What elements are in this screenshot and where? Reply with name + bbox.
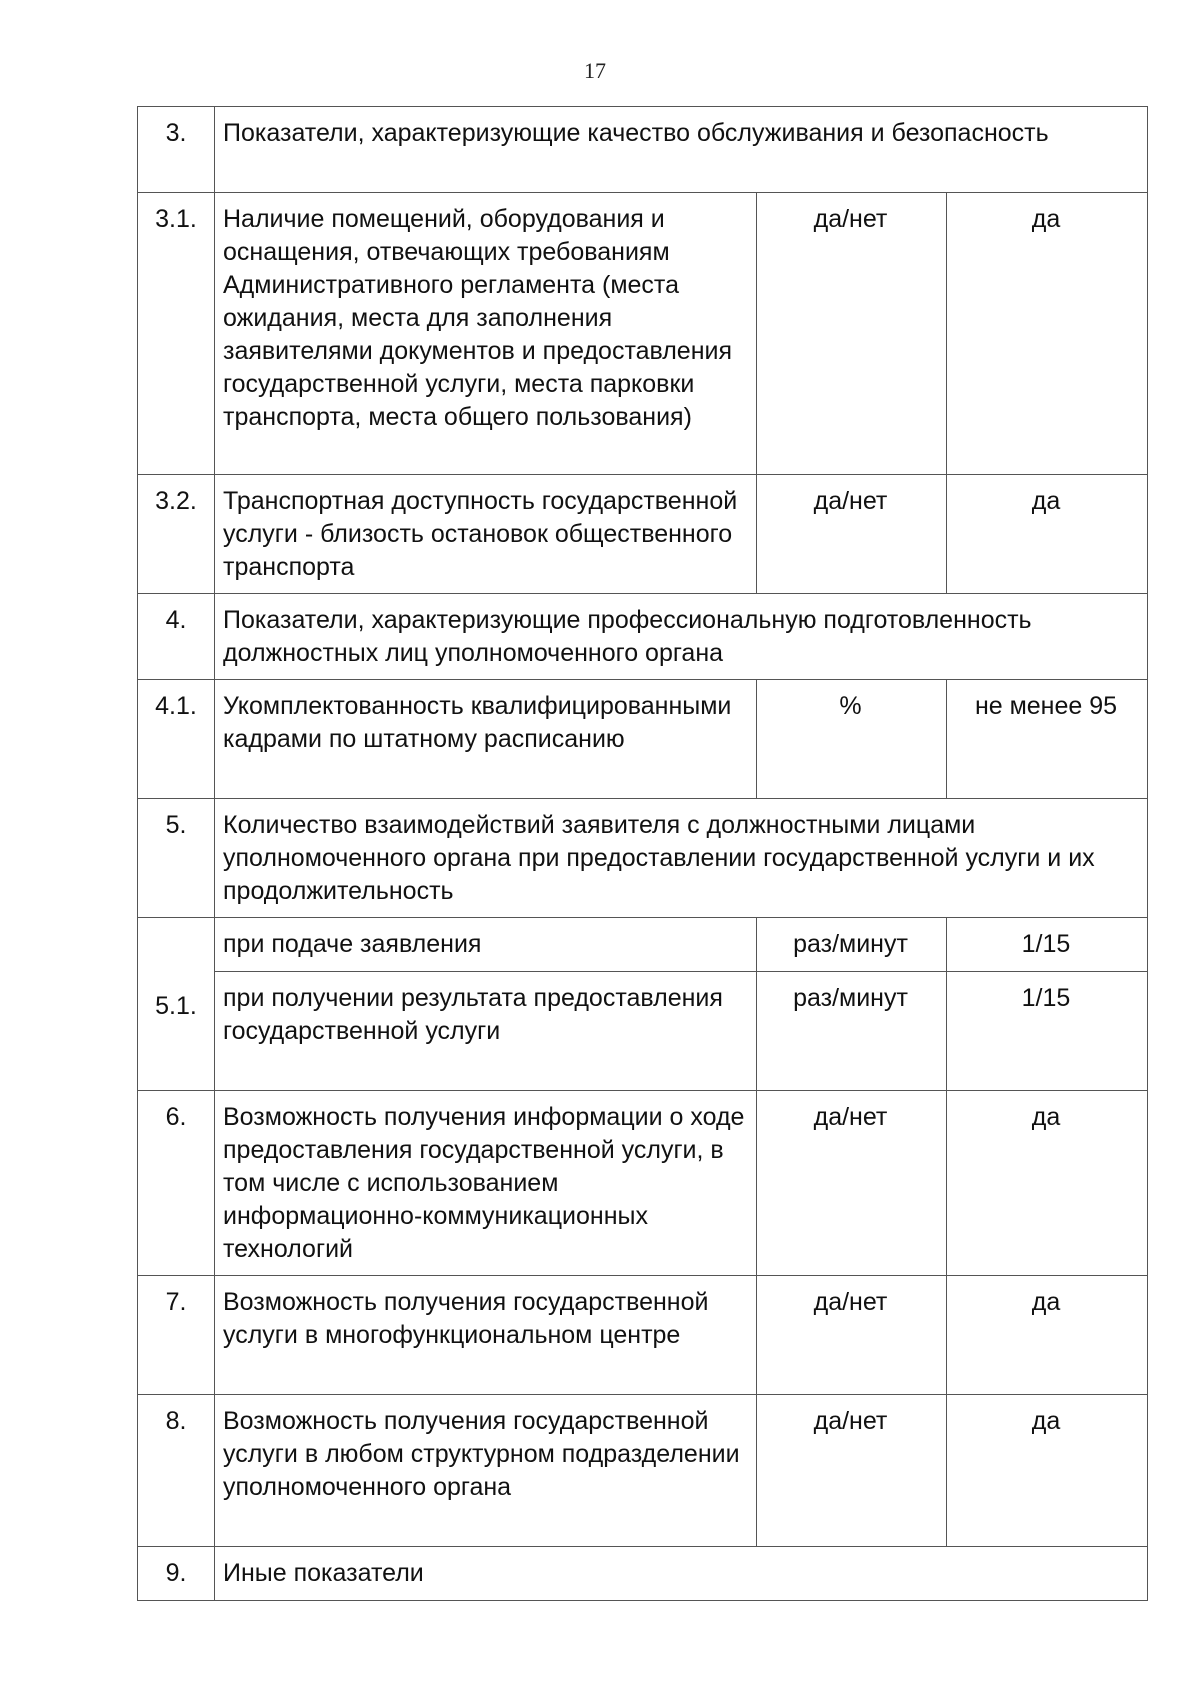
indicator-value: 1/15 [947,972,1148,1091]
table-row [138,107,1148,193]
indicator-name: при подаче заявления [215,918,757,972]
table-row [138,1395,1148,1547]
section-heading: Количество взаимодействий заявителя с должностными лицами уполномоченного органа при предоставлении государственной услуги и их продолжительность [215,799,1148,918]
indicator-value: не менее 95 [947,680,1148,799]
indicator-name: Возможность получения государственной услуги в любом структурном подразделении уполномоченного органа [215,1395,757,1547]
section-heading: Иные показатели [215,1547,1148,1601]
row-number: 8. [138,1395,215,1547]
indicator-unit: да/нет [757,1395,947,1547]
indicator-unit: да/нет [757,475,947,594]
section-heading: Показатели, характеризующие качество обслуживания и безопасность [215,107,1148,193]
indicator-value: да [947,193,1148,475]
row-number: 3.2. [138,475,215,594]
table-row [138,972,1148,1091]
page-number: 17 [584,58,606,83]
table-row [138,680,1148,799]
table-row [138,1547,1148,1601]
row-number: 3.1. [138,193,215,475]
table-row [138,594,1148,680]
row-number: 4.1. [138,680,215,799]
indicator-name: Транспортная доступность государственной услуги - близость остановок общественного транспорта [215,475,757,594]
indicator-unit: раз/минут [757,918,947,972]
row-number: 4. [138,594,215,680]
indicator-unit: раз/минут [757,972,947,1091]
row-number: 6. [138,1091,215,1276]
table-row [138,799,1148,918]
row-number: 9. [138,1547,215,1601]
indicator-name: Наличие помещений, оборудования и оснащения, отвечающих требованиям Административного регламента (места ожидания, места для заполнения заявителями документов и предоставления государственной услуги, места парковки транспорта, места общего пользования) [215,193,757,475]
row-number: 5.1. [138,918,215,1091]
table-row [138,918,1148,972]
indicator-unit: % [757,680,947,799]
indicator-name: Возможность получения государственной услуги в многофункциональном центре [215,1276,757,1395]
table-row [138,1091,1148,1276]
section-heading: Показатели, характеризующие профессиональную подготовленность должностных лиц уполномоченного органа [215,594,1148,680]
row-number: 3. [138,107,215,193]
indicator-value: 1/15 [947,918,1148,972]
indicator-name: Укомплектованность квалифицированными кадрами по штатному расписанию [215,680,757,799]
indicator-value: да [947,1395,1148,1547]
indicators-table [137,106,1148,1601]
row-number: 5. [138,799,215,918]
indicator-unit: да/нет [757,1091,947,1276]
row-number: 7. [138,1276,215,1395]
indicator-unit: да/нет [757,193,947,475]
indicator-name: при получении результата предоставления государственной услуги [215,972,757,1091]
indicator-value: да [947,1091,1148,1276]
indicator-name: Возможность получения информации о ходе предоставления государственной услуги, в том числе с использованием информационно-коммуникационных технологий [215,1091,757,1276]
indicator-value: да [947,1276,1148,1395]
table-row [138,1276,1148,1395]
indicator-value: да [947,475,1148,594]
table-row [138,475,1148,594]
table-row [138,193,1148,475]
indicator-unit: да/нет [757,1276,947,1395]
